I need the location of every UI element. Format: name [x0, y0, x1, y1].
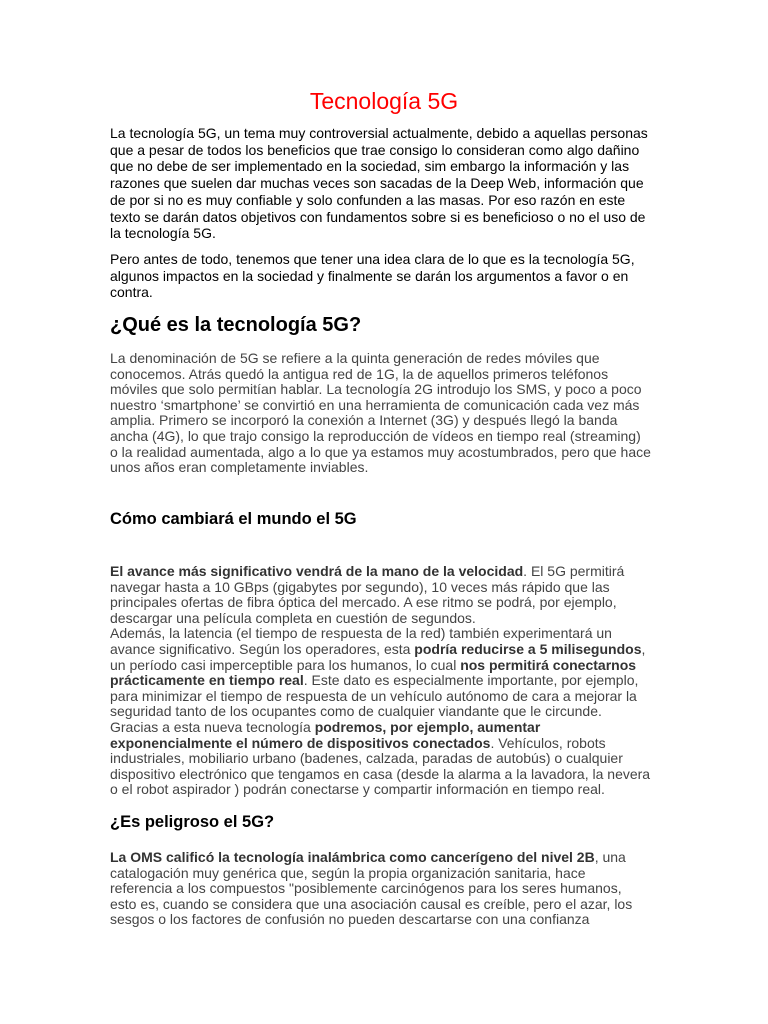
- text-span: . El 5G permitirá: [523, 563, 625, 579]
- text-line: Pero antes de todo, tenemos que tener una idea clara de lo que es la tecnología 5G,: [110, 251, 635, 267]
- text-line: o la realidad aumentada, algo a lo que ya estamos muy acostumbrados, pero que hace: [110, 443, 651, 460]
- text-line: unos años eran completamente inviables.: [110, 459, 369, 476]
- text-span: Gracias a esta nueva tecnología: [110, 718, 315, 735]
- text-line: La denominación de 5G se refiere a la quinta generación de redes móviles que: [110, 350, 600, 366]
- bold-text: nos permitirá conectarnos: [460, 656, 637, 673]
- text-line: ancha (4G), lo que trajo consigo la reproducción de vídeos en tiempo real (streaming): [110, 427, 641, 444]
- text-line: [110, 720, 670, 736]
- text-line: texto se darán datos objetivos con fundamentos sobre si es beneficioso o no el uso de: [110, 208, 646, 225]
- text-line: [110, 564, 670, 580]
- text-line: principales ofertas de fibra óptica del mercado. A ese ritmo se podrá, por ejemplo,: [110, 594, 617, 611]
- text-line: [110, 673, 670, 689]
- text-line: que a pesar de todos los beneficios que trae consigo lo consideran como algo dañino: [110, 141, 640, 158]
- heading-what-is-5g: ¿Qué es la tecnología 5G?: [110, 314, 362, 336]
- text-line: algunos impactos en la sociedad y finalmente se darán los argumentos a favor o en: [110, 267, 629, 284]
- text-line: seguridad tanto de los ocupantes como de cualquier viandante que le circunde.: [110, 703, 602, 720]
- intro-paragraph-2: [110, 251, 670, 301]
- text-span: , una: [594, 849, 626, 865]
- text-line: móviles que solo permitían hablar. La tecnología 2G introdujo los SMS, y poco a poco: [110, 381, 642, 398]
- text-line: industriales, mobiliario urbano (badenes, calzada, paradas de autobús) o cualquier: [110, 750, 623, 767]
- text-line: [110, 642, 670, 658]
- text-line: Además, la latencia (el tiempo de respuesta de la red) también experimentará un: [110, 625, 612, 642]
- text-line: de por si no es muy confiable y solo confunden a las masas. Por eso razón en este: [110, 191, 626, 208]
- bold-text: La OMS calificó la tecnología inalámbrica como cancerígeno del nivel 2B: [110, 849, 595, 865]
- text-line: descargar una película completa en cuestión de segundos.: [110, 609, 476, 626]
- text-line: [110, 658, 670, 674]
- text-line: para minimizar el tiempo de respuesta de un vehículo autónomo de cara a mejorar la: [110, 687, 637, 704]
- bold-text: podría reducirse a 5 milisegundos: [414, 640, 642, 657]
- text-line: [110, 850, 670, 866]
- text-line: La tecnología 5G, un tema muy controversial actualmente, debido a aquellas personas: [110, 125, 648, 141]
- text-line: dispositivo electrónico que tengamos en casa (desde la alarma a la lavadora, la nevera: [110, 765, 651, 782]
- text-line: [110, 736, 670, 752]
- intro-paragraph-1: [110, 125, 670, 242]
- bold-text: prácticamente en tiempo real: [110, 672, 304, 689]
- is-5g-dangerous-paragraph: [110, 850, 670, 928]
- text-line: referencia a los compuestos "posiblemente carcinógenos para los seres humanos,: [110, 880, 622, 897]
- text-line: conocemos. Atrás quedó la antigua red de 1G, la de aquellos primeros teléfonos: [110, 365, 609, 382]
- text-line: o el robot aspirador ) podrán conectarse y compartir información en tiempo real.: [110, 781, 605, 798]
- how-5g-changes-paragraph: [110, 564, 670, 798]
- text-line: sesgos o los factores de confusión no pueden descartarse con una confianza: [110, 911, 590, 928]
- text-span: . Este dato es especialmente importante, por ejemplo,: [303, 672, 639, 689]
- bold-text: El avance más significativo vendrá de la mano de la velocidad: [110, 563, 524, 579]
- text-line: que no debe de ser implementado en la sociedad, sim embargo la información y las: [110, 158, 630, 175]
- text-line: navegar hasta a 10 GBps (gigabytes por segundo), 10 veces más rápido que las: [110, 578, 610, 595]
- text-span: . Vehículos, robots: [490, 734, 606, 751]
- text-span: un período casi imperceptible para los humanos, lo cual: [110, 656, 461, 673]
- document-title: Tecnología 5G: [309, 88, 459, 114]
- text-line: contra.: [110, 284, 153, 301]
- bold-text: podremos, por ejemplo, aumentar: [314, 718, 541, 735]
- text-line: nuestro ‘smartphone’ se convirtió en una herramienta de comunicación cada vez más: [110, 396, 640, 413]
- text-line: la tecnología 5G.: [110, 225, 216, 242]
- text-span: avance significativo. Según los operadores, esta: [110, 640, 415, 657]
- what-is-5g-paragraph: [110, 351, 670, 476]
- text-line: razones que suelen dar muchas veces son sacadas de la Deep Web, información que: [110, 175, 644, 192]
- text-line: amplia. Primero se incorporó la conexión a Internet (3G) y después llegó la banda: [110, 412, 618, 429]
- text-span: ,: [641, 640, 646, 657]
- heading-how-5g-changes-world: Cómo cambiará el mundo el 5G: [110, 510, 357, 528]
- text-line: esto es, cuando se considera que una asociación causal es creíble, pero el azar, los: [110, 895, 633, 912]
- bold-text: exponencialmente el número de dispositivos conectados: [110, 734, 491, 751]
- heading-is-5g-dangerous: ¿Es peligroso el 5G?: [110, 813, 275, 831]
- text-line: catalogación muy genérica que, según la propia organización sanitaria, hace: [110, 864, 586, 881]
